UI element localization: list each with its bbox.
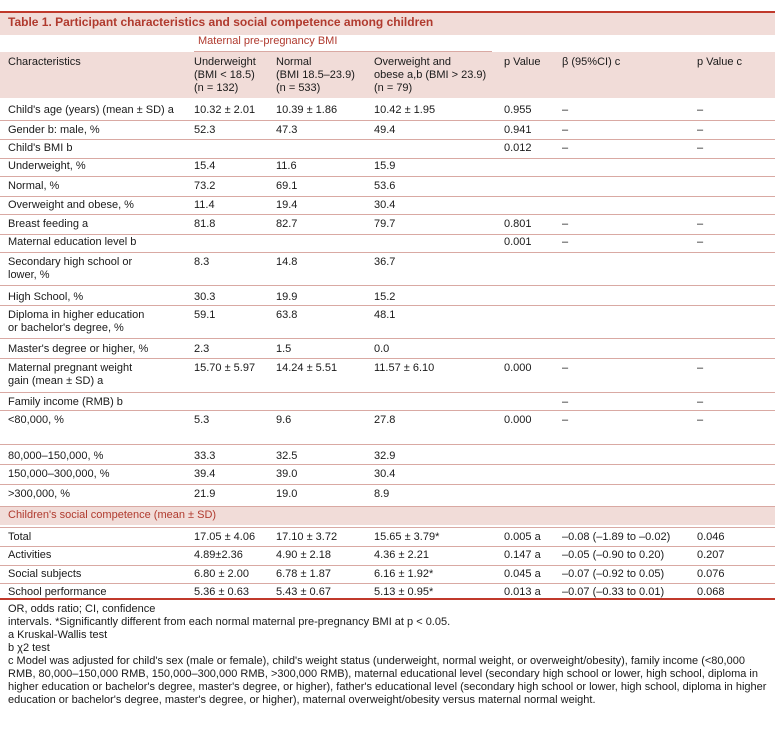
- footnote: c Model was adjusted for child's sex (male or female), child's weight status (underweight, normal weight, or overweight/obesity), family income (<80,000 RMB, 80,000–150,000 RMB, 150,000–300,000 RMB, >300,000 RMB), maternal educational level (secondary high school or lower, high school, diploma in higher education or bachelor's degree, master's degree, or higher), father's educational level (secondary high school or lower, high school, diploma in higher education or bachelor's degree, master's degree, or higher), maternal overweight/obesity versus maternal normal weight.: [8, 655, 767, 706]
- table-cell: 0.005 a: [504, 531, 541, 543]
- table-bottom-rule: [0, 598, 775, 600]
- row-divider: [0, 139, 775, 140]
- table-cell: 0.001: [504, 236, 532, 248]
- table-cell: 11.57 ± 6.10: [374, 362, 435, 374]
- table-cell: –: [697, 362, 704, 374]
- table-cell: 82.7: [276, 218, 298, 230]
- column-header: Underweight (BMI < 18.5) (n = 132): [194, 56, 256, 94]
- table-cell: 81.8: [194, 218, 216, 230]
- table-cell: 19.9: [276, 291, 298, 303]
- table-cell: 5.43 ± 0.67: [276, 586, 331, 598]
- table-cell: 0.076: [697, 568, 725, 580]
- table-cell: 32.9: [374, 450, 396, 462]
- row-label: Gender b: male, %: [8, 124, 100, 136]
- row-divider: [0, 464, 775, 465]
- table-cell: 39.0: [276, 468, 298, 480]
- row-label: Secondary high school or lower, %: [8, 256, 133, 281]
- table-cell: 0.013 a: [504, 586, 541, 598]
- table-cell: 59.1: [194, 309, 216, 321]
- table-title-bar: [0, 11, 775, 35]
- row-label: Breast feeding a: [8, 218, 89, 230]
- row-label: School performance: [8, 586, 107, 598]
- table-cell: 0.941: [504, 124, 532, 136]
- table-cell: –0.05 (–0.90 to 0.20): [562, 549, 665, 561]
- table-cell: 19.0: [276, 488, 298, 500]
- table-cell: 14.24 ± 5.51: [276, 362, 338, 374]
- table-cell: 8.9: [374, 488, 390, 500]
- table-cell: 4.36 ± 2.21: [374, 549, 429, 561]
- section-header: Children's social competence (mean ± SD): [8, 509, 217, 521]
- section-header-band: [0, 506, 775, 525]
- column-header: p Value c: [697, 56, 743, 68]
- row-divider: [0, 565, 775, 566]
- footnote: a Kruskal-Wallis test: [8, 629, 108, 641]
- table-cell: –: [697, 414, 704, 426]
- group-header: Maternal pre-pregnancy BMI: [198, 35, 338, 47]
- table-cell: 15.2: [374, 291, 396, 303]
- row-label: Child's BMI b: [8, 142, 73, 154]
- table-title: Table 1. Participant characteristics and social competence among children: [8, 15, 434, 29]
- row-divider: [0, 527, 775, 528]
- table-cell: 0.207: [697, 549, 725, 561]
- column-header: Overweight and obese a,b (BMI > 23.9) (n = 79): [374, 56, 487, 94]
- table-cell: 15.70 ± 5.97: [194, 362, 256, 374]
- table-cell: –: [562, 414, 569, 426]
- table-cell: 47.3: [276, 124, 298, 136]
- row-label: Normal, %: [8, 180, 60, 192]
- row-label: Diploma in higher education or bachelor's degree, %: [8, 309, 145, 334]
- table-cell: 0.147 a: [504, 549, 541, 561]
- row-label: 150,000–300,000, %: [8, 468, 110, 480]
- row-divider: [0, 305, 775, 306]
- table-cell: 6.80 ± 2.00: [194, 568, 249, 580]
- row-divider: [0, 252, 775, 253]
- row-label: <80,000, %: [8, 414, 64, 426]
- table-cell: 0.0: [374, 343, 390, 355]
- table-cell: 5.36 ± 0.63: [194, 586, 249, 598]
- table-cell: 0.046: [697, 531, 725, 543]
- table-cell: –: [697, 142, 704, 154]
- table-cell: 14.8: [276, 256, 298, 268]
- table-cell: –0.07 (–0.92 to 0.05): [562, 568, 665, 580]
- table-cell: –: [697, 396, 704, 408]
- row-label: Overweight and obese, %: [8, 199, 134, 211]
- table-cell: 33.3: [194, 450, 216, 462]
- row-divider: [0, 176, 775, 177]
- table-cell: 8.3: [194, 256, 210, 268]
- row-label: Activities: [8, 549, 52, 561]
- table-cell: 1.5: [276, 343, 292, 355]
- table-cell: 36.7: [374, 256, 396, 268]
- table-cell: –: [562, 396, 569, 408]
- table-cell: 39.4: [194, 468, 216, 480]
- row-label: >300,000, %: [8, 488, 71, 500]
- row-divider: [0, 358, 775, 359]
- table-cell: 30.3: [194, 291, 216, 303]
- table-cell: 21.9: [194, 488, 216, 500]
- table-cell: 11.4: [194, 199, 215, 211]
- table-cell: 49.4: [374, 124, 396, 136]
- table-cell: –: [697, 104, 704, 116]
- row-label: Family income (RMB) b: [8, 396, 123, 408]
- table-cell: 4.90 ± 2.18: [276, 549, 331, 561]
- table-cell: 17.05 ± 4.06: [194, 531, 256, 543]
- row-divider: [0, 158, 775, 159]
- table-cell: 5.13 ± 0.95*: [374, 586, 434, 598]
- table-cell: 0.955: [504, 104, 532, 116]
- table-cell: 6.16 ± 1.92*: [374, 568, 434, 580]
- footnote: intervals. *Significantly different from each normal maternal pre-pregnancy BMI at p < 0.05.: [8, 616, 451, 628]
- table-cell: 0.000: [504, 362, 532, 374]
- table-cell: 27.8: [374, 414, 396, 426]
- row-label: Child's age (years) (mean ± SD) a: [8, 104, 174, 116]
- table-cell: 73.2: [194, 180, 216, 192]
- table-cell: 30.4: [374, 468, 396, 480]
- column-header: Normal (BMI 18.5–23.9) (n = 533): [276, 56, 355, 94]
- row-divider: [0, 285, 775, 286]
- table-cell: 19.4: [276, 199, 298, 211]
- table-cell: –: [697, 218, 704, 230]
- table-cell: –: [562, 362, 569, 374]
- column-header: p Value: [504, 56, 541, 68]
- table-cell: 9.6: [276, 414, 292, 426]
- table-cell: 15.9: [374, 160, 396, 172]
- footnote: b χ2 test: [8, 642, 50, 654]
- row-label: Maternal pregnant weight gain (mean ± SD) a: [8, 362, 133, 387]
- row-label: Maternal education level b: [8, 236, 137, 248]
- row-divider: [0, 234, 775, 235]
- table-cell: –: [562, 236, 569, 248]
- table-cell: 5.3: [194, 414, 210, 426]
- table-cell: 10.32 ± 2.01: [194, 104, 256, 116]
- row-label: Underweight, %: [8, 160, 86, 172]
- row-label: Master's degree or higher, %: [8, 343, 149, 355]
- table-cell: 30.4: [374, 199, 396, 211]
- table-cell: –: [562, 124, 569, 136]
- row-divider: [0, 410, 775, 411]
- table-cell: 79.7: [374, 218, 396, 230]
- row-divider: [0, 546, 775, 547]
- table-cell: 2.3: [194, 343, 210, 355]
- row-divider: [0, 583, 775, 584]
- table-cell: 0.000: [504, 414, 532, 426]
- table-cell: 15.65 ± 3.79*: [374, 531, 440, 543]
- table-cell: –: [562, 104, 569, 116]
- row-divider: [0, 120, 775, 121]
- table-cell: 6.78 ± 1.87: [276, 568, 331, 580]
- table-cell: 17.10 ± 3.72: [276, 531, 338, 543]
- column-header: Characteristics: [8, 56, 81, 68]
- row-label: 80,000–150,000, %: [8, 450, 104, 462]
- table-cell: 32.5: [276, 450, 298, 462]
- table-cell: 52.3: [194, 124, 216, 136]
- column-header: β (95%CI) c: [562, 56, 621, 68]
- table-cell: –0.07 (–0.33 to 0.01): [562, 586, 665, 598]
- row-divider: [0, 338, 775, 339]
- table-cell: 10.42 ± 1.95: [374, 104, 436, 116]
- table-cell: 10.39 ± 1.86: [276, 104, 338, 116]
- table-cell: 0.068: [697, 586, 725, 598]
- table-cell: 15.4: [194, 160, 216, 172]
- table-cell: 4.89±2.36: [194, 549, 243, 561]
- table-cell: –0.08 (–1.89 to –0.02): [562, 531, 671, 543]
- row-divider: [0, 214, 775, 215]
- table-cell: 63.8: [276, 309, 298, 321]
- table-cell: 0.045 a: [504, 568, 541, 580]
- table-cell: 53.6: [374, 180, 396, 192]
- row-divider: [0, 392, 775, 393]
- row-label: Total: [8, 531, 32, 543]
- row-divider: [0, 196, 775, 197]
- table-cell: –: [697, 124, 704, 136]
- table-cell: –: [697, 236, 704, 248]
- row-divider: [0, 444, 775, 445]
- table-cell: 48.1: [374, 309, 396, 321]
- table-cell: 11.6: [276, 160, 297, 172]
- row-label: Social subjects: [8, 568, 82, 580]
- table-cell: 0.801: [504, 218, 532, 230]
- row-label: High School, %: [8, 291, 84, 303]
- table-cell: 0.012: [504, 142, 532, 154]
- footnote: OR, odds ratio; CI, confidence: [8, 603, 156, 615]
- table-cell: –: [562, 142, 569, 154]
- row-divider: [0, 484, 775, 485]
- table-cell: –: [562, 218, 569, 230]
- table-cell: 69.1: [276, 180, 298, 192]
